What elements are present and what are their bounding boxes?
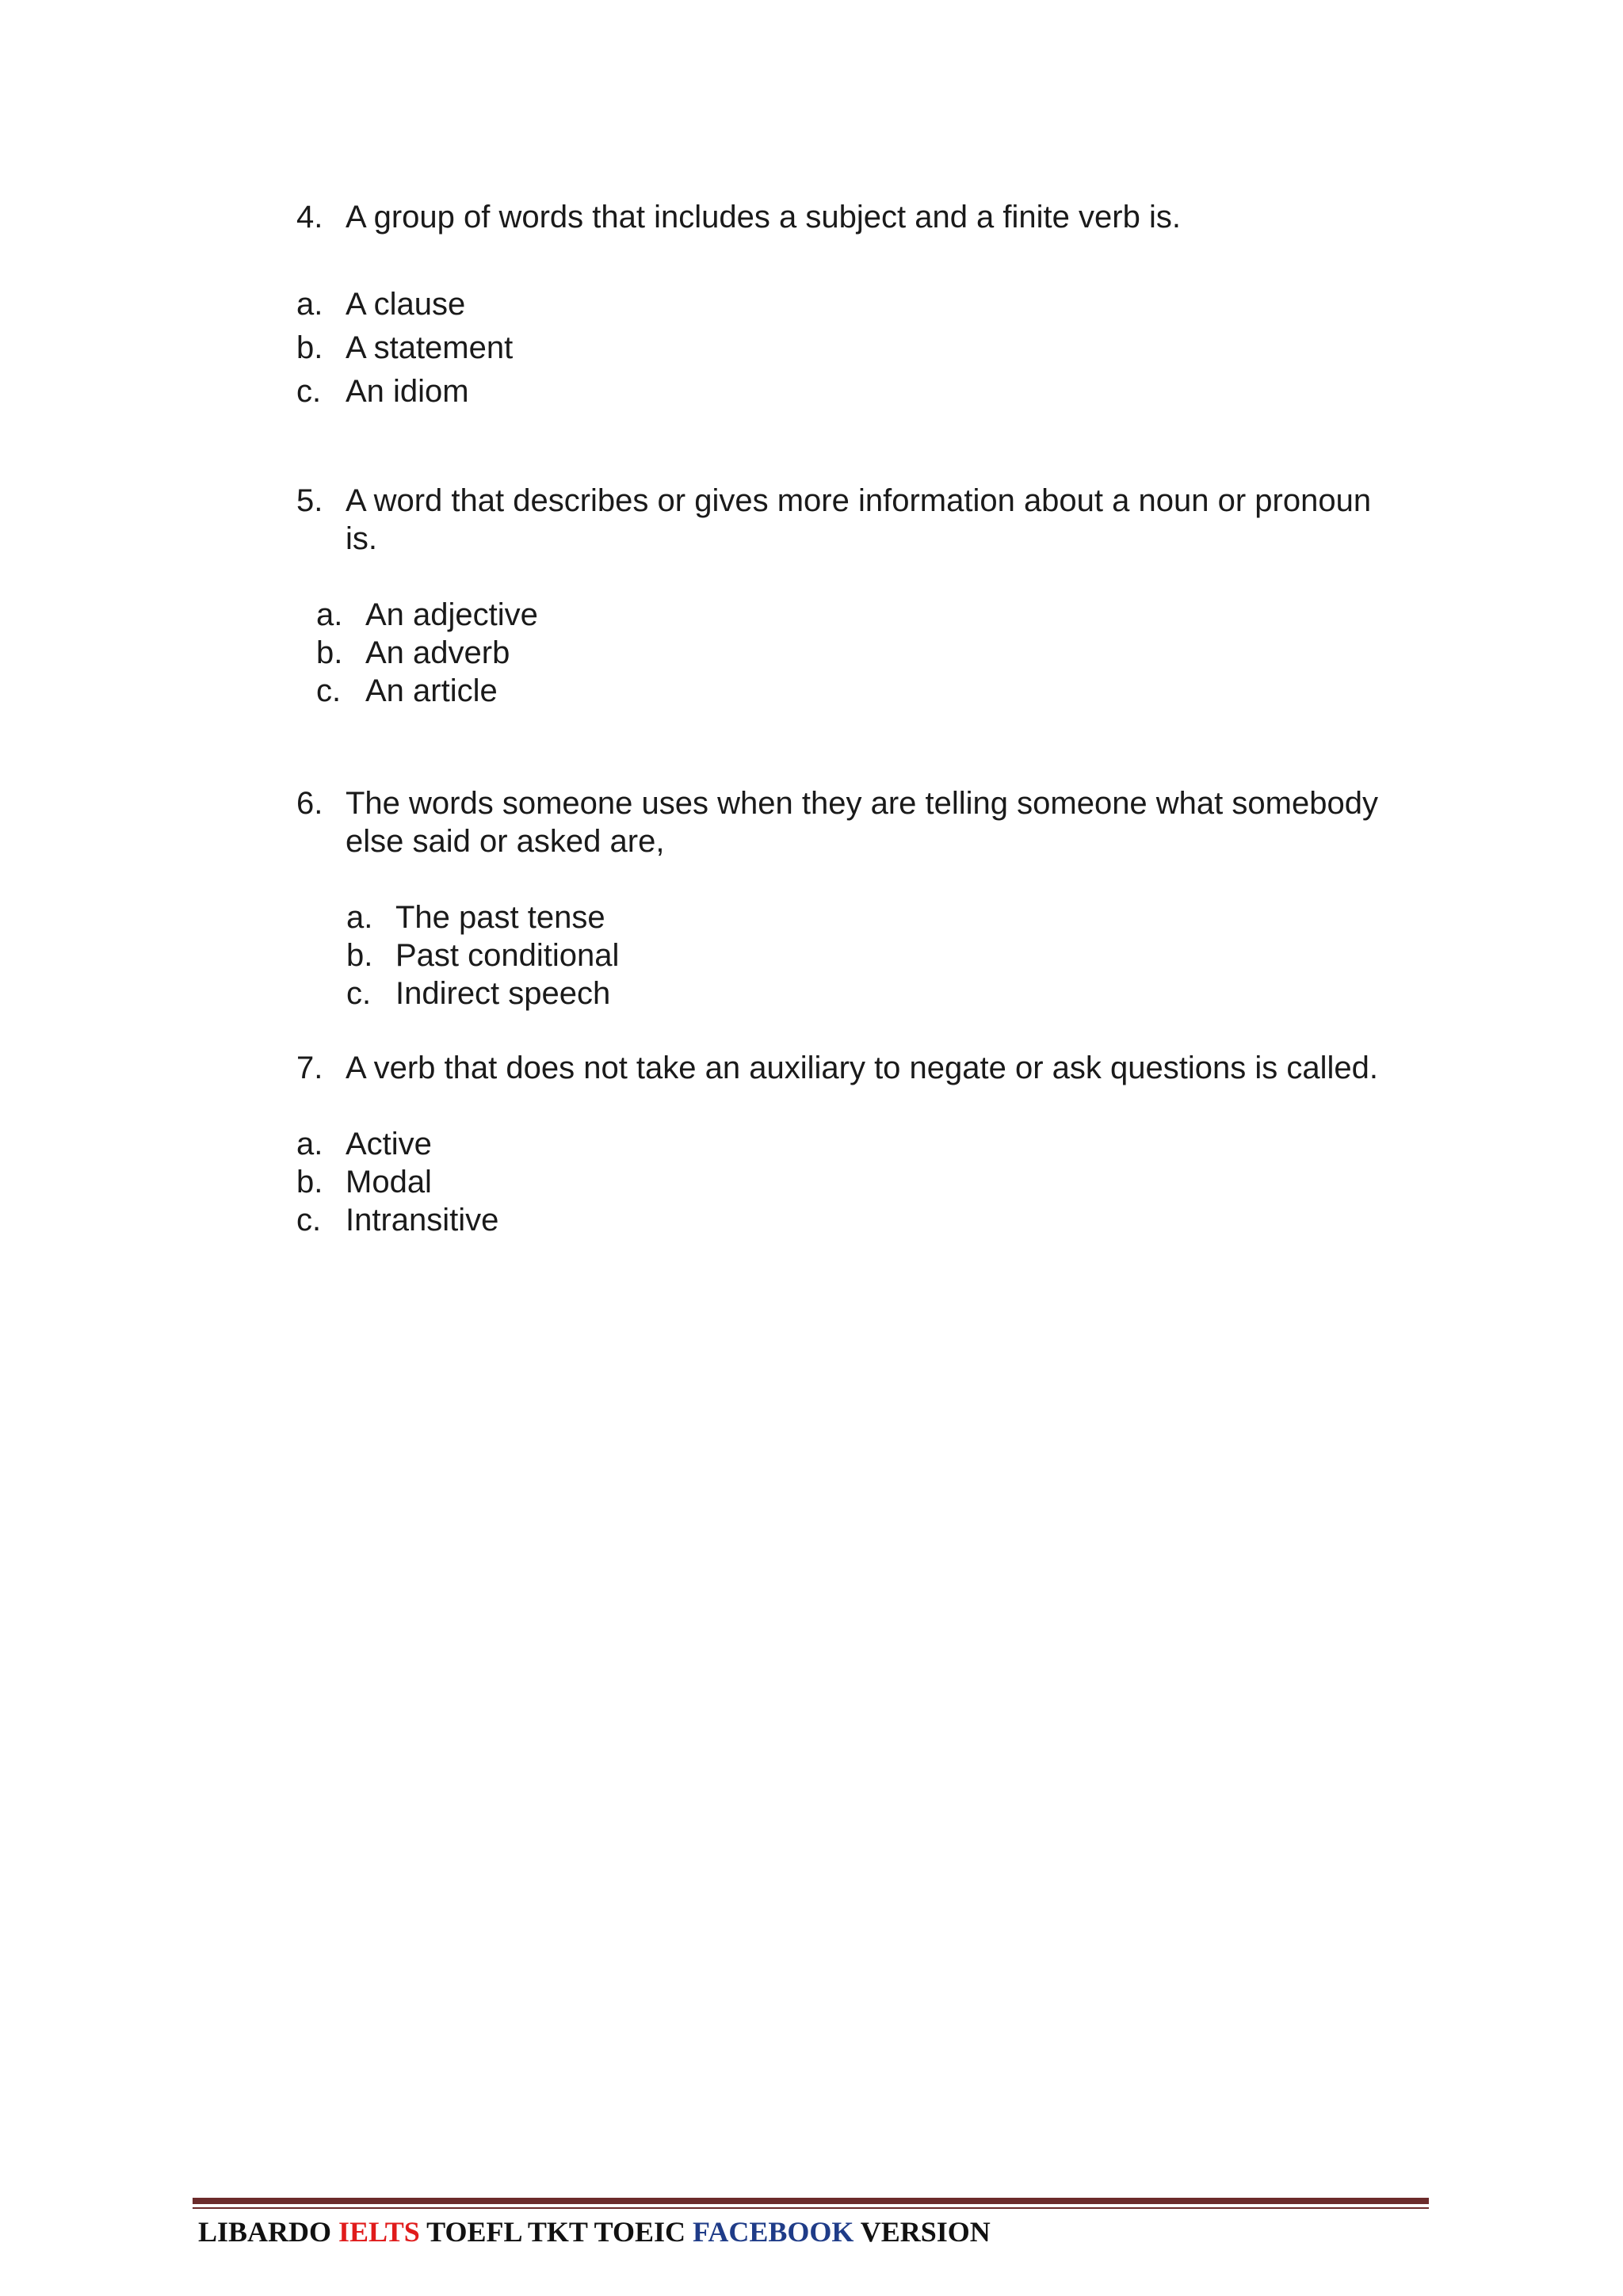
footer-name: LIBARDO <box>198 2216 339 2248</box>
question-text-line-1: A word that describes or gives more information about a noun or pronoun <box>346 483 1372 518</box>
option-text: The past tense <box>395 900 605 935</box>
option-text: An idiom <box>346 374 469 409</box>
option-letter: c. <box>296 374 322 409</box>
option-text: Indirect speech <box>395 976 611 1011</box>
footer-facebook: FACEBOOK <box>693 2216 854 2248</box>
question-6 <box>296 784 1485 860</box>
option-letter: a. <box>346 900 373 935</box>
question-number: 7. <box>296 1051 323 1085</box>
option-letter: b. <box>316 635 343 670</box>
question-number: 6. <box>296 786 323 821</box>
option-letter: a. <box>316 597 343 632</box>
footer-divider-thin <box>193 2207 1429 2209</box>
option-text: Active <box>346 1127 432 1161</box>
footer-exams: TOEFL TKT TOEIC <box>419 2216 693 2248</box>
question-4 <box>296 198 1485 236</box>
question-7 <box>296 1049 1485 1087</box>
footer-ielts: IELTS <box>338 2216 420 2248</box>
option-letter: a. <box>296 287 323 322</box>
page-footer <box>198 2214 991 2249</box>
option-text: A clause <box>346 287 466 322</box>
option-letter: b. <box>346 938 373 973</box>
option-text: A statement <box>346 330 514 365</box>
question-text: A verb that does not take an auxiliary to negate or ask questions is called. <box>346 1051 1379 1085</box>
option-text: Modal <box>346 1165 432 1199</box>
option-letter: b. <box>296 1165 323 1199</box>
option-text: An adjective <box>365 597 538 632</box>
question-number: 4. <box>296 200 323 235</box>
option-letter: b. <box>296 330 323 365</box>
option-letter: c. <box>296 1203 322 1238</box>
question-text: A group of words that includes a subject and a finite verb is. <box>346 200 1181 235</box>
footer-divider-thick <box>193 2198 1429 2204</box>
question-5 <box>296 482 1485 558</box>
option-text: An article <box>365 673 498 708</box>
question-text-line-1: The words someone uses when they are telling someone what somebody <box>346 786 1378 821</box>
option-letter: c. <box>346 976 372 1011</box>
option-letter: c. <box>316 673 342 708</box>
option-text: Intransitive <box>346 1203 499 1238</box>
option-letter: a. <box>296 1127 323 1161</box>
footer-version: VERSION <box>854 2216 991 2248</box>
option-text: Past conditional <box>395 938 620 973</box>
question-text-line-2: else said or asked are, <box>346 824 665 859</box>
question-number: 5. <box>296 483 323 518</box>
question-text-line-2: is. <box>346 521 377 556</box>
option-text: An adverb <box>365 635 510 670</box>
